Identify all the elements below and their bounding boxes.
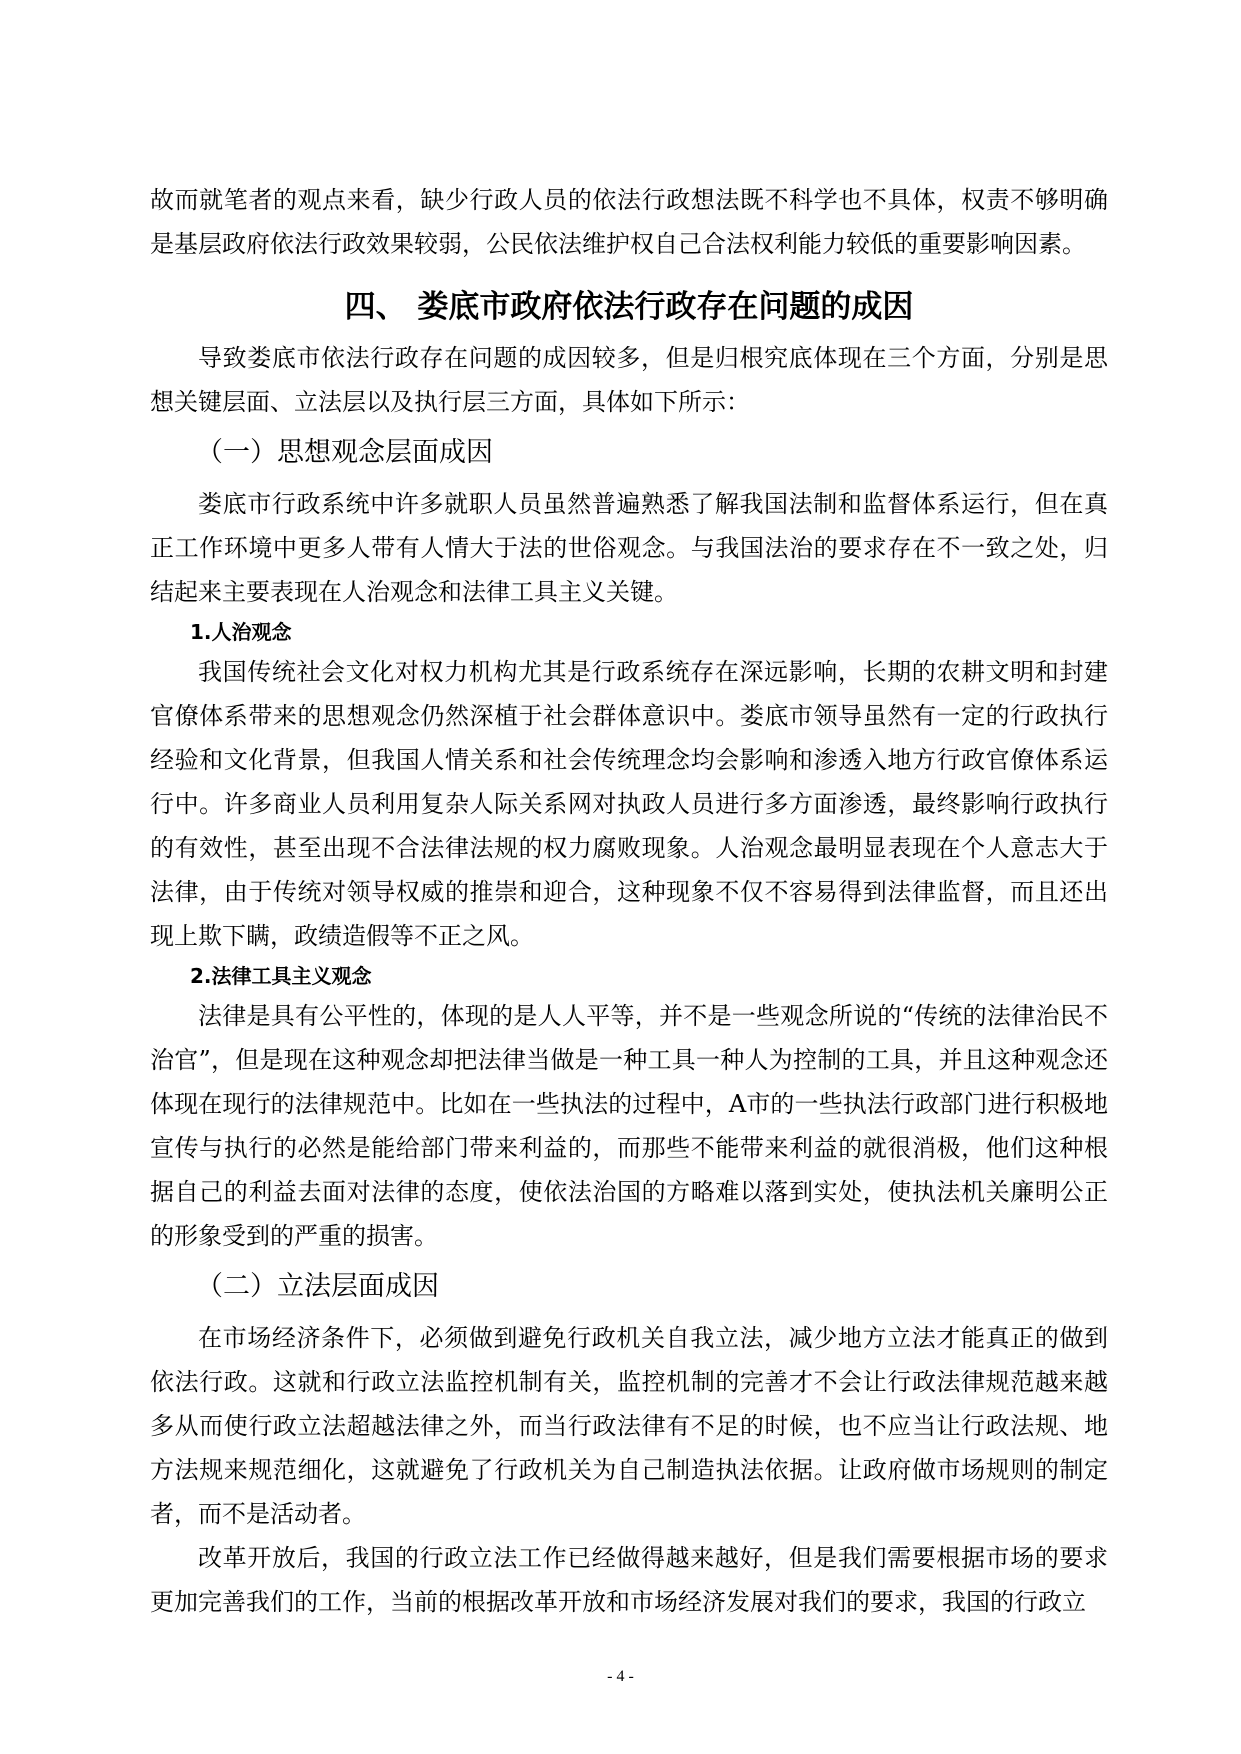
section-intro-paragraph: 导致娄底市依法行政存在问题的成因较多，但是归根究底体现在三个方面，分别是思想关键层面、立法层以及执行层三方面，具体如下所示： xyxy=(150,344,1108,416)
subsection-2-paragraph-2: 改革开放后，我国的行政立法工作已经做得越来越好，但是我们需要根据市场的要求更加完善我们的工作，当前的根据改革开放和市场经济发展对我们的要求，我国的行政立 xyxy=(150,1544,1108,1616)
document-page xyxy=(150,178,1108,1624)
intro-paragraph: 故而就笔者的观点来看，缺少行政人员的依法行政想法既不科学也不具体，权责不够明确是基层政府依法行政效果较弱，公民依法维护权自己合法权利能力较低的重要影响因素。 xyxy=(150,186,1108,258)
subsection-heading-2: （二）立法层面成因 xyxy=(196,1271,439,1302)
point-heading-2: 2.法律工具主义观念 xyxy=(190,964,372,988)
subsection-1-paragraph: 娄底市行政系统中许多就职人员虽然普遍熟悉了解我国法制和监督体系运行，但在真正工作环境中更多人带有人情大于法的世俗观念。与我国法治的要求存在不一致之处，归结起来主要表现在人治观念和法律工具主义关键。 xyxy=(150,490,1108,606)
section-heading: 四、 娄底市政府依法行政存在问题的成因 xyxy=(344,289,914,325)
point-2-paragraph: 法律是具有公平性的，体现的是人人平等，并不是一些观念所说的“传统的法律治民不治官”，但是现在这种观念却把法律当做是一种工具一种人为控制的工具，并且这种观念还体现在现行的法律规范中。比如在一些执法的过程中，A市的一些执法行政部门进行积极地宣传与执行的必然是能给部门带来利益的，而那些不能带来利益的就很消极，他们这种根据自己的利益去面对法律的态度，使依法治国的方略难以落到实处，使执法机关廉明公正的形象受到的严重的损害。 xyxy=(150,1002,1108,1250)
subsection-heading-1: （一）思想观念层面成因 xyxy=(196,437,493,468)
page-number: - 4 - xyxy=(607,1668,634,1685)
subsection-2-paragraph-1: 在市场经济条件下，必须做到避免行政机关自我立法，减少地方立法才能真正的做到依法行政。这就和行政立法监控机制有关，监控机制的完善才不会让行政法律规范越来越多从而使行政立法超越法律之外，而当行政法律有不足的时候，也不应当让行政法规、地方法规来规范细化，这就避免了行政机关为自己制造执法依据。让政府做市场规则的制定者，而不是活动者。 xyxy=(150,1324,1108,1528)
point-1-paragraph: 我国传统社会文化对权力机构尤其是行政系统存在深远影响，长期的农耕文明和封建官僚体系带来的思想观念仍然深植于社会群体意识中。娄底市领导虽然有一定的行政执行经验和文化背景，但我国人情关系和社会传统理念均会影响和渗透入地方行政官僚体系运行中。许多商业人员利用复杂人际关系网对执政人员进行多方面渗透，最终影响行政执行的有效性，甚至出现不合法律法规的权力腐败现象。人治观念最明显表现在个人意志大于法律，由于传统对领导权威的推崇和迎合，这种现象不仅不容易得到法律监督，而且还出现上欺下瞒，政绩造假等不正之风。 xyxy=(150,658,1108,950)
point-heading-1: 1.人治观念 xyxy=(190,620,292,644)
